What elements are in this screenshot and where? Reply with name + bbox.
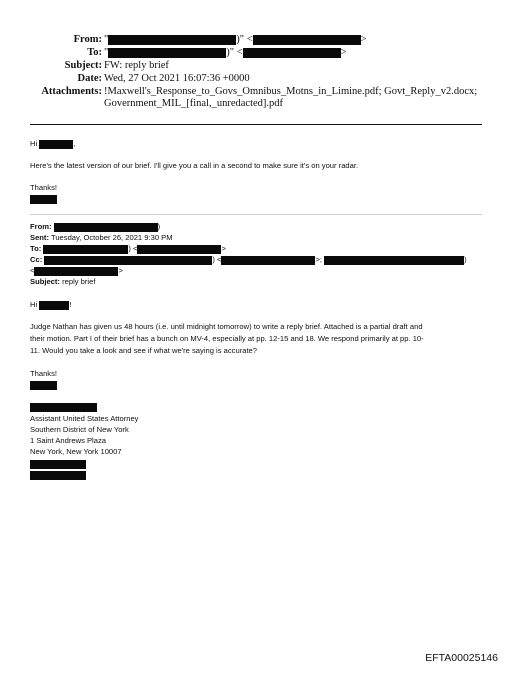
redacted-block — [137, 245, 221, 254]
forwarded-sent-row: Sent: Tuesday, October 26, 2021 9:30 PM — [30, 233, 173, 242]
subject-value: FW: reply brief — [104, 60, 169, 71]
redacted-block — [253, 35, 361, 45]
redacted-block — [30, 195, 57, 204]
forwarded-to-row: To: ) < > — [30, 244, 226, 253]
redacted-block — [30, 381, 57, 390]
redacted-block — [34, 267, 118, 276]
forwarded-cc-row-2: < > — [30, 266, 123, 275]
to-label: To: — [87, 47, 102, 58]
message1-closing: Thanks! — [30, 183, 58, 192]
message1-body: Here's the latest version of our brief. I'll give you a call in a second to make sure it's on your radar. — [30, 161, 359, 170]
redacted-block — [324, 256, 464, 265]
forwarded-greeting: Hi ! — [30, 300, 72, 309]
forwarded-subject-value: reply brief — [62, 277, 96, 286]
redacted-block — [243, 48, 341, 58]
signature-address-1: 1 Saint Andrews Plaza — [30, 436, 106, 445]
forwarded-from-row: From: ) — [30, 222, 161, 231]
redacted-block — [108, 48, 226, 58]
header-divider — [30, 124, 482, 125]
forwarded-body-line-1: Judge Nathan has given us 48 hours (i.e. until midnight tomorrow) to write a reply brief. Attached is a partial draft and — [30, 322, 423, 331]
forwarded-cc-row: Cc: ) < >; ) — [30, 255, 467, 264]
redacted-block — [30, 460, 86, 469]
bates-number: EFTA00025146 — [425, 652, 498, 664]
forwarded-subject-row: Subject: reply brief — [30, 277, 96, 286]
attachments-line-1: !Maxwell's_Response_to_Govs_Omnibus_Motns_in_Limine.pdf; Govt_Reply_v2.docx; — [104, 86, 478, 97]
forwarded-body-line-2: their motion. Part I of their brief has a bunch on MV-4, especially at pp. 12-15 and 18. We respond primarily at pp. 10- — [30, 334, 424, 343]
redacted-block — [221, 256, 315, 265]
redacted-block — [44, 256, 212, 265]
redacted-block — [39, 140, 73, 149]
from-label: From: — [73, 34, 102, 45]
redacted-block — [54, 223, 158, 232]
redacted-block — [43, 245, 128, 254]
redacted-block — [39, 301, 69, 310]
attachments-line-2: Government_MIL_[final,_unredacted].pdf — [104, 98, 284, 109]
redacted-block — [30, 471, 86, 480]
attachments-label: Attachments: — [41, 86, 102, 97]
message1-greeting: Hi , — [30, 139, 76, 148]
message-divider — [30, 214, 482, 215]
subject-label: Subject: — [64, 60, 102, 71]
date-label: Date: — [77, 73, 102, 84]
signature-address-2: New York, New York 10007 — [30, 447, 122, 456]
signature-title: Assistant United States Attorney — [30, 414, 139, 423]
forwarded-body-line-3: 11. Would you take a look and see if what we're saying is accurate? — [30, 346, 257, 355]
forwarded-closing: Thanks! — [30, 369, 58, 378]
sent-value: Tuesday, October 26, 2021 9:30 PM — [50, 233, 173, 242]
date-value: Wed, 27 Oct 2021 16:07:36 +0000 — [104, 73, 250, 84]
signature-office: Southern District of New York — [30, 425, 129, 434]
redacted-block — [30, 403, 97, 412]
redacted-block — [108, 35, 236, 45]
